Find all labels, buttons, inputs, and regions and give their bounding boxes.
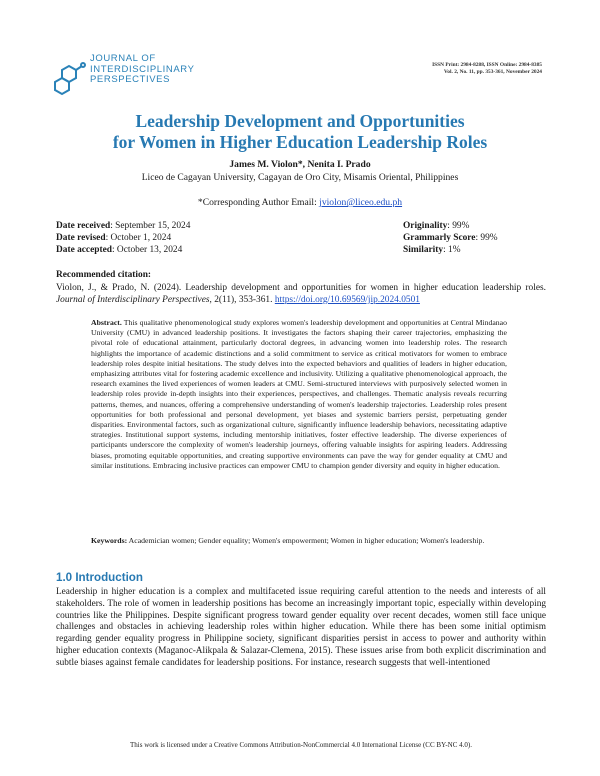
abstract-label: Abstract. (91, 318, 122, 327)
corresponding-label: *Corresponding Author Email: (197, 197, 320, 208)
abstract-text: This qualitative phenomenological study explores women's leadership development and opportunities at Central Mindanao University (CMU) in advanced leadership positions. It investigates the factors shaping their career trajectories, emphasizing the pivotal role of educational attainment, particularly doctoral degrees, in advancing women into leadership roles. The research highlights the importance of academic distinctions and a solid commitment to service as critical motivators for women to embrace leadership roles despite initial hesitations. The study delves into the expected behaviors and qualities of leaders in higher education, emphasizing attributes vital for fostering academic excellence and inclusivity. Utilizing a qualitative phenomenological approach, the research examines the lived experiences of women leaders at CMU. Semi-structured interviews with purposively selected women in leadership roles provide in-depth insights into their experiences, perspectives, and challenges. Thematic analysis reveals recurring patterns, themes, and nuances, offering a comprehensive understanding of women's leadership trajectories. Leadership roles present opportunities for both professional and personal development, yet biases and systemic barriers persist, perpetuating gender disparities. Environmental factors, such as organizational culture, significantly influence leadership behaviors, necessitating adaptive strategies. Institutional support systems, including mentorship initiatives, foster effective leadership. The diverse experiences of participants underscore the complexity of women's leadership journeys, offering valuable insights for aspiring leaders. Addressing biases, promoting equitable opportunities, and creating supportive environments can pave the way for gender equality at CMU and similar institutions. Embracing inclusive practices can empower CMU to champion gender diversity and equity in higher education. (91, 318, 507, 470)
citation-heading: Recommended citation: (56, 270, 152, 280)
score-similarity: Similarity: 1% (403, 245, 461, 255)
email-link[interactable]: jviolon@liceo.edu.ph (319, 197, 403, 208)
logo-line: INTERDISCIPLINARY (90, 63, 195, 75)
logo-line: JOURNAL OF (90, 53, 156, 64)
doi-link[interactable]: https://doi.org/10.69569/jip.2024.0501 (274, 295, 420, 305)
citation-journal: Journal of Interdisciplinary Perspectives (56, 295, 210, 305)
license-footer: This work is licensed under a Creative Commons Attribution-NonCommercial 4.0 International License (CC BY-NC 4.0). (130, 741, 472, 749)
journal-logo (52, 53, 195, 102)
date-revised: Date revised: October 1, 2024 (56, 233, 172, 243)
score-originality: Originality: 99% (403, 221, 470, 231)
title-line: for Women in Higher Education Leadership Roles (112, 132, 488, 152)
introduction-text: Leadership in higher education is a complex and multifaceted issue requiring careful attention to the needs and interests of all stakeholders. The role of women in leadership positions has become an increasingly important topic, especially within developing countries like the Philippines. Despite significant progress toward gender equality over recent decades, women still face unique challenges and obstacles in achieving leadership roles within higher education. While there has been some initial optimism regarding gender equality progress in Philippine society, significant disparities persist in access to power and authority within higher education contexts (Maganoc-Alikpala & Salazar-Clemena, 2015). These issues arise from both explicit discrimination and subtle biases against female candidates for leadership positions. For instance, research suggests that well-intentioned (56, 587, 546, 668)
author-list: James M. Violon*, Nenita I. Prado (229, 159, 371, 170)
date-received: Date received: September 15, 2024 (56, 221, 191, 231)
citation-text: Violon, J., & Prado, N. (2024). Leadership development and opportunities for women in higher education leadership roles. Journal of Interdisciplinary Perspectives, 2(11), 353-361. https://doi.org/10.69569/jip.2024.0501 (56, 283, 546, 305)
keywords (91, 536, 507, 546)
logo-line: PERSPECTIVES (90, 74, 171, 85)
volume-line: Vol. 2, No. 11, pp. 353-361, November 2024 (443, 69, 542, 75)
scores-block (403, 220, 498, 256)
section-heading: 1.0 Introduction (56, 571, 143, 584)
issn-line: ISSN Print: 2984-8288, ISSN Online: 2984-8385 (432, 62, 542, 68)
keywords-text: Academician women; Gender equality; Women's empowerment; Women in higher education; Women's leadership. (127, 536, 485, 545)
molecule-logo-icon (52, 56, 86, 96)
affiliation: Liceo de Cagayan University, Cagayan de Oro City, Misamis Oriental, Philippines (141, 172, 459, 183)
keywords-label: Keywords: (91, 536, 128, 545)
paper-title (60, 111, 540, 153)
issn-block (432, 62, 542, 76)
date-accepted: Date accepted: October 13, 2024 (56, 245, 183, 255)
journal-logo-text (90, 54, 195, 86)
score-grammarly: Grammarly Score: 99% (403, 233, 498, 243)
dates-block (56, 220, 190, 256)
title-line: Leadership Development and Opportunities (135, 111, 465, 131)
abstract (91, 318, 507, 471)
corresponding-author (60, 197, 540, 208)
